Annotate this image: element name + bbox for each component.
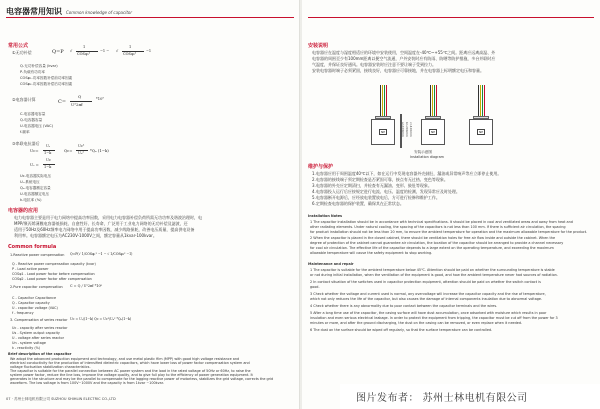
- header-rule: [6, 17, 294, 18]
- wire: [380, 85, 381, 117]
- formula1-sqrt2: √: [116, 49, 119, 53]
- maint-en-4: 3 Check whether the voltage and current used is normal, any overvoltage will increase the capacitor capacity and the rise of temperature,: [310, 292, 546, 296]
- header-title-cn: 电容器常用知识: [6, 7, 62, 16]
- sym2-2: U-电容器电压 (VAC): [20, 124, 53, 128]
- en-sym3-4: k - reactivity (%): [12, 346, 41, 350]
- capacitor-label: NP: [380, 130, 386, 134]
- brief-text-1: electrical conductivity for the production of intensified dielectric capacitors, which have lower loss of power factor compensation system and: [10, 361, 250, 365]
- maint-text-0: 1.电容器应用于周围温度40℃以下，如在运行中发现电容器外壳鼓肚，漏油或异常响声等应立即停止使用。: [312, 171, 502, 176]
- wire: [482, 85, 483, 117]
- section-formula-cn: 常用公式: [8, 43, 29, 49]
- maint-text-5: 6.定期检查电容器的保护装置，确保其在正常状态。: [312, 201, 404, 206]
- formula3-den: 1−k: [44, 151, 52, 155]
- formula2-lhs: C=: [58, 99, 67, 105]
- sym1-2: COSφ₁-功率因数补偿前功率因素: [20, 76, 73, 80]
- formula2-label: ②电容器计算: [12, 97, 36, 102]
- maint-en-10: 6 The dust on the surface should be wiped off regularly, so that the surface temperature can be controlled.: [310, 328, 493, 332]
- formula3b-num: Uc: [46, 158, 51, 162]
- wire: [430, 85, 431, 117]
- install-text-3: 安装电容器时端子必须紧固，接线良好，电容器应可靠接地，并在电容器上标明额定电压和容量。: [312, 68, 484, 73]
- wire: [480, 85, 481, 117]
- brief-text-3: The capacitor is suitable for the parallel connection between AC power system and the load in the rated voltage of 50Hz or 60Hz, to raise the: [10, 369, 251, 373]
- maint-en-7: 5 After a long time use of the capacitor, the casing surface will have dust accumulation, once adsorbed with moisture which results in poor: [310, 311, 547, 315]
- maint-en-0: 1 The capacitor is suitable for the ambient temperature below 45℃. Attention should be paid on whether the surrounding temperature is stable: [310, 268, 555, 272]
- maint-en-1: or not during initial installation, when the ventilation of the equipment is good, and how the ambient temperature never had sources of radiation.: [310, 273, 558, 277]
- app-text-3: 利用率。电容器额定电压为AC230V-1000V之间，额定容量从1kvar-100kvar。: [14, 233, 157, 238]
- sym2-3: f-频率: [20, 130, 30, 134]
- formula1-label: ①无功补偿: [12, 50, 32, 55]
- maint-en-3: good.: [310, 285, 320, 289]
- page-footer: 07 · 苏州士林电机有限公司 SUZHOU SHIHLIN ELECTRIC CO.,LTD: [6, 397, 116, 401]
- formula3-lhs: Uc=: [30, 148, 39, 153]
- maint-en-8: insulation and even serious electrical leakage. In order to protect the equipment from tripping, the capacitor must be cut off from the power for 3: [310, 316, 558, 320]
- capacitor-label: NP: [478, 130, 484, 134]
- en-f2: 2.Pure capacitor compensation: [10, 285, 63, 289]
- formula1-t2: 1: [129, 45, 132, 49]
- formula3b-lhs: Uₛ =: [30, 162, 39, 167]
- en-sym1-0: Q - Reactive power compensation capacity (kvar): [12, 262, 96, 266]
- maint-text-3: 4.电容器投入运行后应按规定进行电流、电压、温度的检测，发现异常应及时处理。: [312, 189, 460, 194]
- en-f3: 3. Compensation of series reactor: [10, 318, 68, 322]
- formula1-end: −1: [146, 49, 152, 53]
- wire: [484, 85, 485, 117]
- sym3-3: U-电容器额定电压: [20, 192, 50, 196]
- capacitor-unit: [421, 119, 445, 145]
- en-f1-formula: Q=P(√ 1/COSφ₁² −1 − √ 1/COSφ₂² −1): [70, 252, 133, 256]
- install-text-1: 电容器的周围至少有100mm距离以便空气流通，户外安装时应有防雨、防晒等防护措施，多台并联时应: [312, 56, 496, 61]
- formula3-qden: Uₙ²: [78, 151, 84, 155]
- formula1-minus: −1 −: [100, 49, 110, 53]
- en-sym2-0: C - Capacitor Capacitance: [12, 296, 57, 300]
- wire: [434, 85, 435, 117]
- formula1-sqrt1: √: [70, 49, 73, 53]
- page-header: [6, 6, 132, 17]
- dim-b: b>200mm: [405, 122, 409, 137]
- formula1-t2d: COSφ₂²: [123, 52, 137, 56]
- en-sym1-1: P - Load active power: [12, 267, 49, 271]
- en-sym3-2: U - voltage after series reactor: [12, 336, 64, 340]
- right-page: [302, 0, 600, 409]
- dim-c: c>100mm: [409, 122, 413, 137]
- brief-text-2: voltage fluctuation stabilization characteristics.: [10, 365, 91, 369]
- formula2-den: U²2πf: [71, 102, 83, 107]
- install-en-3: 2 When the capacitor is placed in the closed cabinet, there should be ventilation holes for free air flow inside and outside the cabinet. When the: [310, 236, 556, 240]
- section-app-cn: 电容器的应用: [8, 208, 39, 214]
- dim-a: a>100mm: [401, 122, 405, 137]
- maint-text-4: 5.电容器断开电源后，应经放电装置放电后，方可进行检修和维护工作。: [312, 195, 440, 200]
- brief-title: Brief description of the capacitor: [8, 352, 72, 356]
- formula3-num: Uₛ: [46, 144, 51, 148]
- sym3-1: Uₛ-系统电压: [20, 180, 40, 184]
- section-maint-en: Maintenance and repair: [308, 262, 354, 266]
- en-sym3-1: Us - System output capacity: [12, 331, 60, 335]
- sym1-1: P-负载有功功率: [20, 70, 45, 74]
- install-en-4: degree of protection of the cabinet cannot guarantee air circulation, the location of the capacitor should be arranged to provide a channel necessary: [310, 241, 564, 245]
- wire: [382, 85, 383, 117]
- section-formula-en: Common formula: [8, 244, 57, 250]
- install-en-6: allowable temperature will cause the safety equipment to stop working.: [310, 251, 433, 255]
- sym1-0: Q-无功补偿容量 (kvar): [20, 64, 58, 68]
- en-sym3-0: Uc - capacity after series reactor: [12, 326, 68, 330]
- formula3-qnum: Uc²: [78, 144, 85, 148]
- en-f2-formula: C = Q / U²2πf *10⁹: [70, 284, 102, 288]
- install-en-2: for product installation should not be less than 20 mm, to ensure the ambient temperature for operation and the maximum allowable temperature for the product.: [310, 230, 588, 234]
- diagram-caption-en: Installation diagram: [410, 155, 444, 159]
- publisher-watermark: 图片发布者： 苏州士林电机有限公司: [356, 393, 528, 404]
- formula3-end: *Qₙ (1−k): [90, 148, 109, 153]
- en-sym2-2: U - capacitor voltage (VAC): [12, 306, 58, 310]
- wire: [384, 85, 385, 117]
- brief-text-5: generates in the structure and may be the parallel to compensate for the lagging reactive power of motorless, stabilizes the grid voltage, corrects the grid: [10, 377, 274, 381]
- wire: [432, 85, 433, 117]
- sym3-4: k-电抗率 (%): [20, 198, 42, 202]
- install-en-1: other radiating elements. Under natural cooling, the spacing of the capacitors is not less than 100 mm. If there is sufficient air circulation, the spacing: [310, 225, 566, 229]
- formula3-q: Qc=: [64, 148, 73, 153]
- install-text-0: 电容器应在温度与湿度相适应的环境中安装使用，空间温度在-40℃~+55℃之间。距离应远离高温、外: [312, 50, 496, 55]
- en-sym2-3: f - frequency: [12, 311, 34, 315]
- sym3-0: Uc-电容器实际电压: [20, 174, 52, 178]
- en-f3-formula: Uc = Uₛ/(1−k) Qc = Uc²/Uₙ² *Qₙ(1−k): [70, 317, 132, 321]
- formula1-lhs: Q=P: [52, 49, 64, 55]
- formula1-t1d: COSφ₁²: [77, 52, 91, 56]
- maint-en-6: 4 Check whether there is any abnormality due to poor contact between the capacitor terminals and the wires.: [310, 304, 498, 308]
- brief-text-4: system power factor, reduce the line loss, improve the voltage quality, and to give full play to the efficiency of power generation equipment. It: [10, 373, 253, 377]
- maint-text-1: 2.电容器的接线端子须定期检查是否紧固可靠，接点有无过热、变色等现象。: [312, 177, 448, 182]
- install-text-2: 气温度，并保证良好通风。电容器安装时应注意不要让端子受到拉力。: [312, 62, 436, 67]
- maint-en-9: minutes or more, and after the ground discharging, the dust on the casing can be removed, or even replace when it needed.: [310, 321, 523, 325]
- wire: [478, 85, 479, 117]
- formula1-t1: 1: [83, 45, 86, 49]
- capacitor-unit: [371, 119, 395, 145]
- section-maint-cn: 维护与保护: [308, 164, 334, 170]
- section-install-cn: 安装说明: [308, 43, 329, 49]
- formula2-exp: *10⁹: [96, 97, 104, 101]
- header-rule-right: [308, 17, 594, 18]
- sym2-0: C-电容器电容量: [20, 112, 46, 116]
- maint-text-2: 3.电容器的外壳应定期清扫，并检查有无漏油、变形、鼓肚等现象。: [312, 183, 432, 188]
- app-text-1: MPP/聚丙烯薄膜电容器低损耗、自愈性好、长寿命，广泛用于工业电力网络的无功补偿及滤波，还: [14, 221, 188, 226]
- header-title-en: Common knowledge of capacitor: [66, 10, 132, 15]
- sym2-1: Q-电容器容量: [20, 118, 43, 122]
- app-text-2: 适用于50Hz及60Hz频率电力网络中用于提高功率因数，减少线路损耗，改善电压质量，提高供电设备: [14, 227, 195, 232]
- formula3-label: ③串联电抗器后: [12, 141, 40, 146]
- en-sym1-2: COSφ1 - Load power factor before compensation: [12, 272, 95, 276]
- en-sym3-3: Un - system voltage: [12, 341, 47, 345]
- install-en-0: 1 The capacitor installation should be in accordance with technical specifications. It should be placed in cool and ventilated areas and away from heat and: [310, 220, 573, 224]
- install-en-5: for cool air circulation. The effective life of the capacitor depends to a large extent on the operating temperature, and exceeding the maximum: [310, 246, 554, 250]
- formula3b-den: 1−k: [44, 165, 52, 169]
- brief-text-6: waveform. The low voltage is from 100V~1000V and the capacity is from 1kvar ~100kvar.: [10, 381, 164, 385]
- maint-en-2: 2 In contact situation of the switches used in capacitor protection equipment, attention should be paid on whether the switch contact is: [310, 280, 541, 284]
- app-text-0: 电力电容器主要是用于电力网络中提高功率因数，采用电力电容器补偿负荷所需无功功率及谐波治理时，电: [14, 215, 202, 220]
- section-install-en: Installation Notes: [308, 214, 343, 218]
- diagram-caption-cn: 安装示意图: [414, 150, 432, 154]
- capacitor-label: NP: [430, 130, 436, 134]
- sym3-2: Qₙ-电容器额定容量: [20, 186, 51, 190]
- en-sym1-3: COSφ2 - Load power factor after compensation: [12, 277, 92, 281]
- capacitor-unit: [469, 119, 493, 145]
- en-sym2-1: Q - Capacitor capacity: [12, 301, 50, 305]
- en-f1: 1.Reactive power compensation: [10, 253, 65, 257]
- brief-text-0: We adopt the advanced production equipment and technology, and use metal plastic film (MPP) with good high voltage resistance and: [10, 357, 240, 361]
- sym1-3: COSφ₂-功率因数补偿后功率因素: [20, 82, 73, 86]
- maint-en-5: which not only reduces the life of the capacitor, but also causes the damage of internal components insulation due to abnormal voltage.: [310, 297, 543, 301]
- wire: [436, 85, 437, 117]
- formula2-num: Q: [78, 94, 82, 99]
- wire: [386, 85, 387, 117]
